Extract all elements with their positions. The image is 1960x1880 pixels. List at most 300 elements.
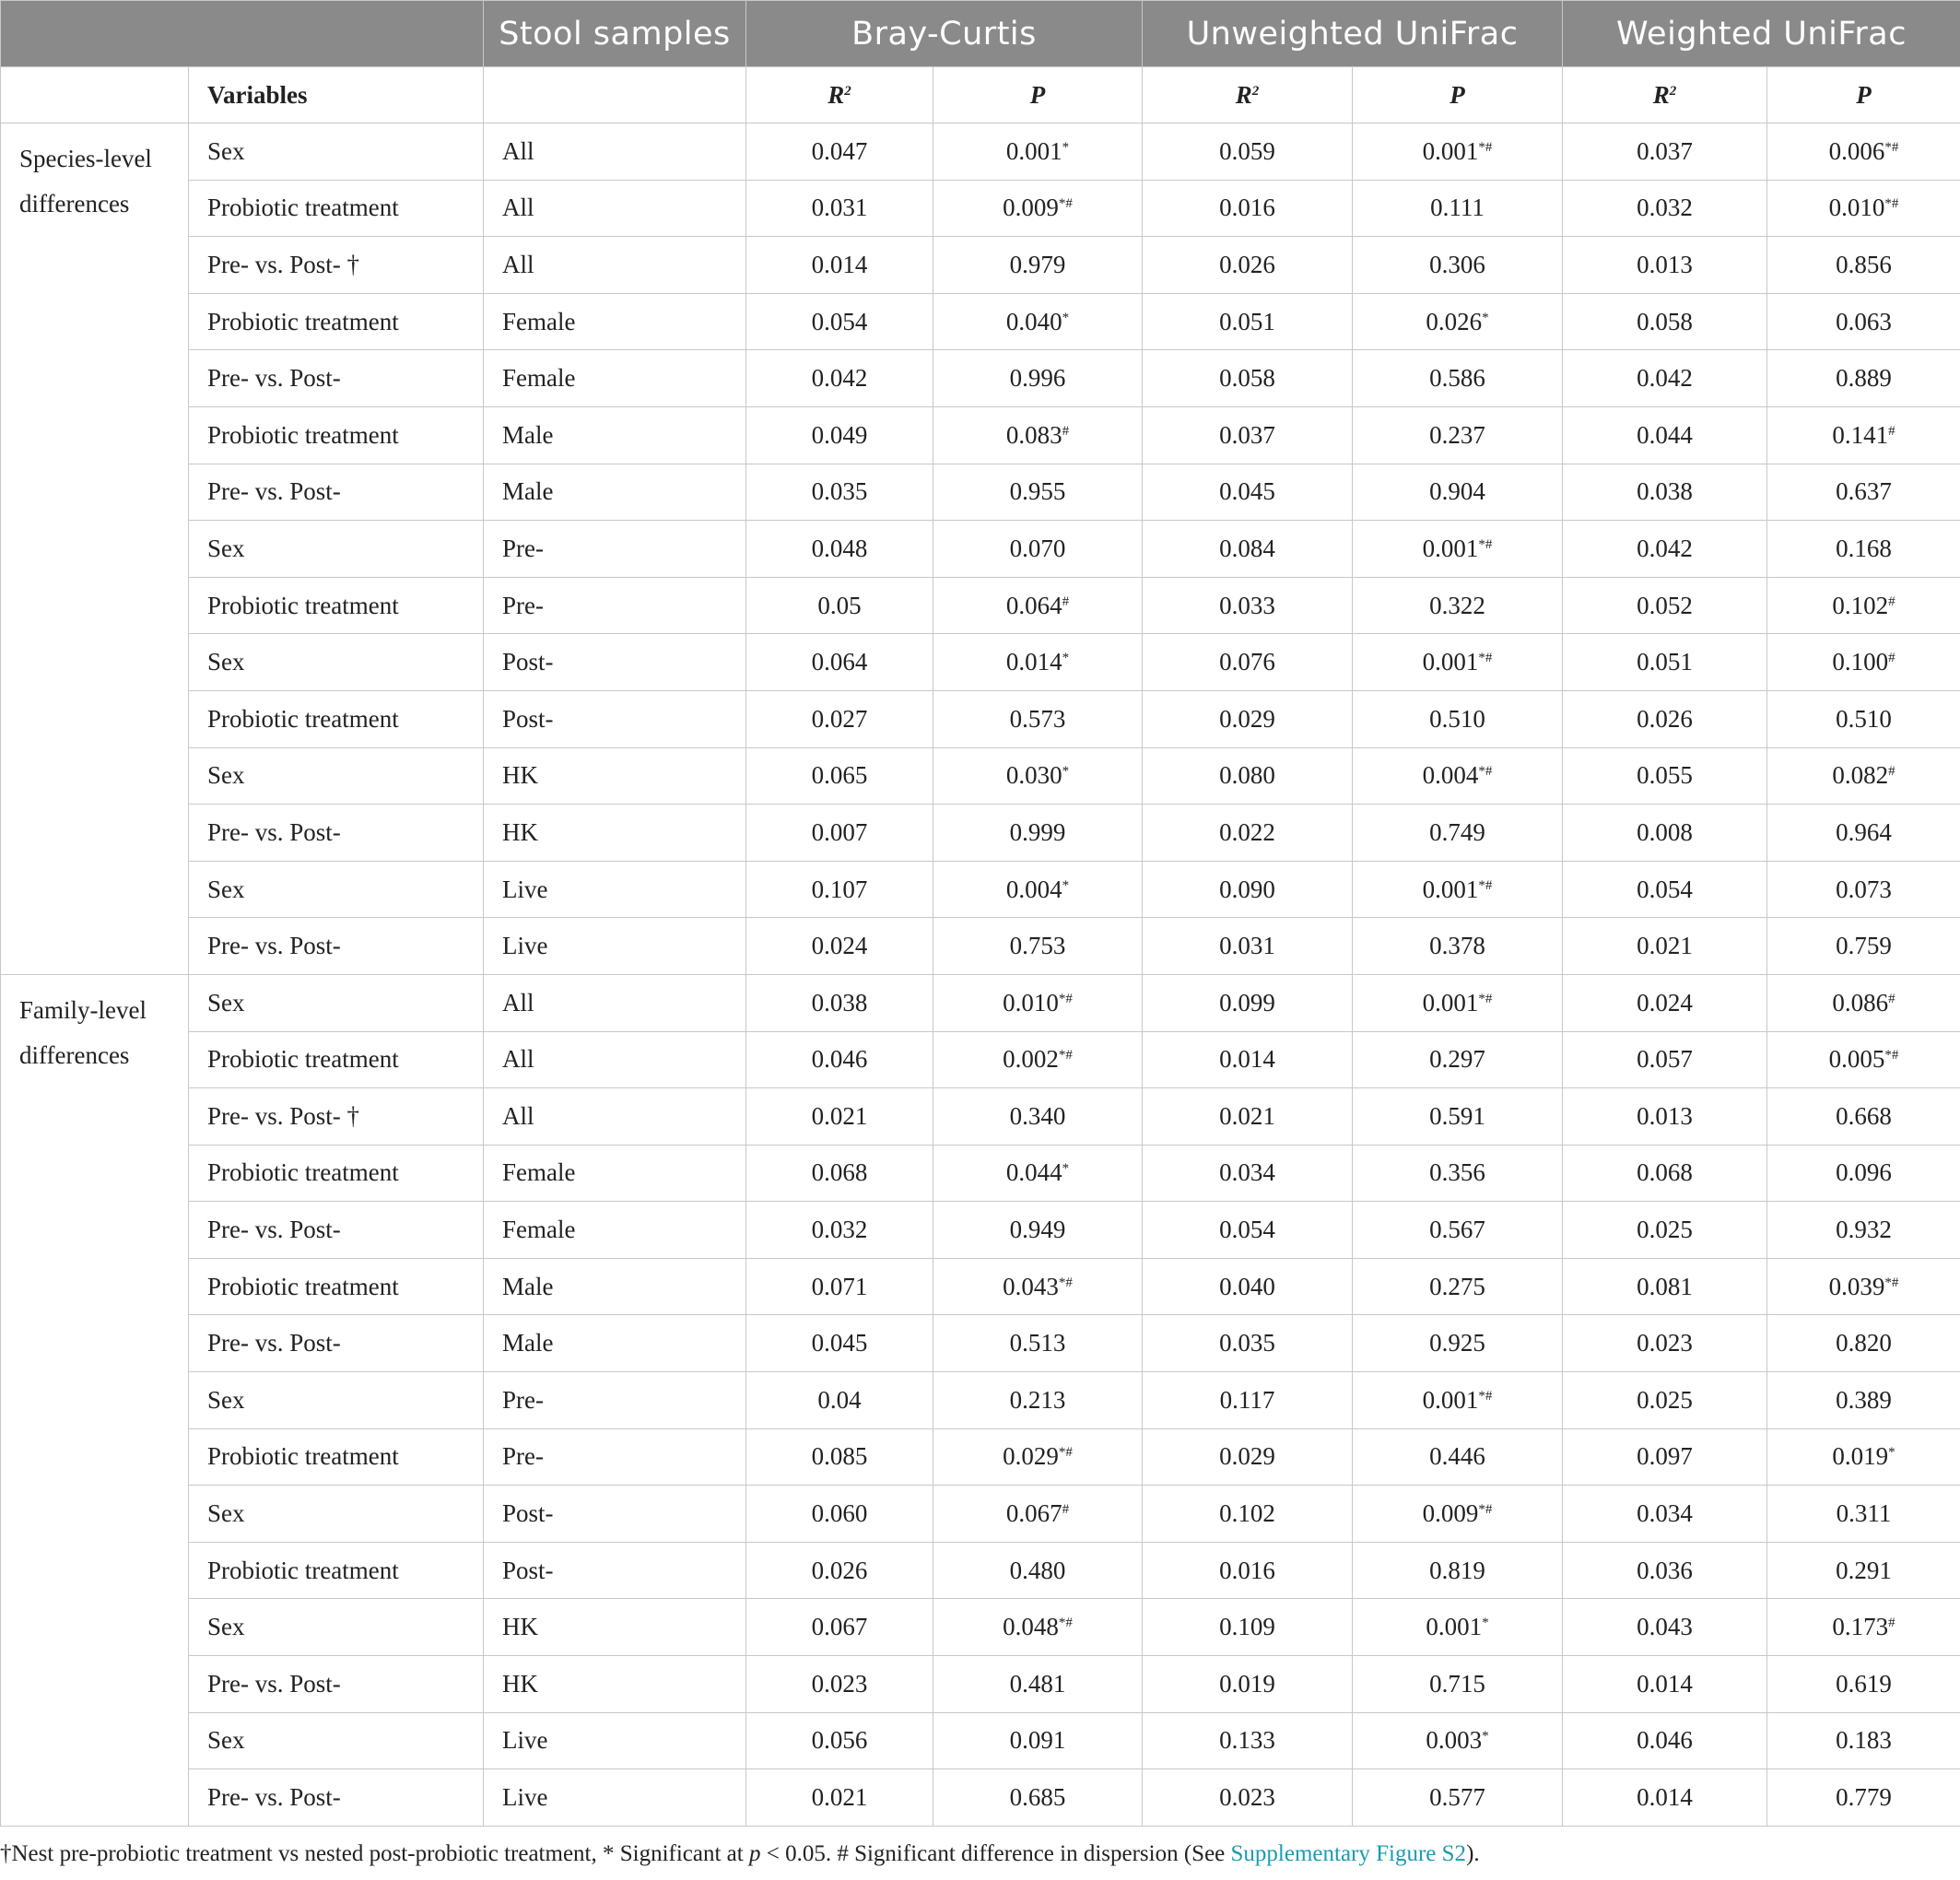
bray-curtis-p bbox=[933, 1315, 1143, 1372]
significance-mark: *# bbox=[1884, 196, 1899, 212]
significance-mark: *# bbox=[1478, 877, 1493, 893]
unweighted-unifrac-r2: 0.076 bbox=[1143, 634, 1353, 691]
table-row bbox=[1, 123, 1960, 181]
unweighted-unifrac-r2: 0.059 bbox=[1143, 123, 1353, 181]
table-row bbox=[1, 805, 1960, 862]
p-value: 0.102 bbox=[1832, 591, 1889, 619]
bray-curtis-p bbox=[933, 747, 1143, 805]
significance-mark: *# bbox=[1478, 139, 1493, 155]
p-value: 0.715 bbox=[1429, 1669, 1485, 1698]
weighted-unifrac-p bbox=[1767, 1599, 1960, 1656]
r2-symbol: R bbox=[1235, 80, 1252, 109]
weighted-unifrac-r2: 0.044 bbox=[1563, 406, 1767, 464]
p-value: 0.637 bbox=[1836, 477, 1892, 506]
weighted-unifrac-r2: 0.013 bbox=[1563, 1088, 1767, 1146]
sample-cell: HK bbox=[484, 1656, 746, 1713]
unweighted-unifrac-r2: 0.019 bbox=[1143, 1656, 1353, 1713]
bray-curtis-p bbox=[933, 1088, 1143, 1146]
p-value: 0.446 bbox=[1429, 1442, 1485, 1471]
bray-curtis-r2: 0.056 bbox=[746, 1712, 933, 1769]
bray-curtis-p bbox=[933, 861, 1143, 918]
subheader-uu-r2 bbox=[1143, 67, 1353, 123]
bray-curtis-r2: 0.05 bbox=[746, 577, 933, 634]
variable-cell: Sex bbox=[189, 1372, 484, 1429]
p-value: 0.378 bbox=[1429, 932, 1485, 960]
variable-cell: Pre- vs. Post- bbox=[189, 805, 484, 862]
variable-cell: Probiotic treatment bbox=[189, 1428, 484, 1486]
bray-curtis-p bbox=[933, 634, 1143, 691]
p-value: 0.029 bbox=[1003, 1442, 1059, 1471]
p-value: 0.567 bbox=[1429, 1216, 1485, 1244]
unweighted-unifrac-r2: 0.016 bbox=[1143, 180, 1353, 237]
p-value: 0.001 bbox=[1422, 648, 1479, 676]
unweighted-unifrac-r2: 0.045 bbox=[1143, 464, 1353, 521]
bray-curtis-r2: 0.026 bbox=[746, 1542, 933, 1599]
table-row bbox=[1, 1599, 1960, 1656]
weighted-unifrac-r2: 0.032 bbox=[1563, 180, 1767, 237]
variable-cell: Pre- vs. Post- bbox=[189, 1769, 484, 1827]
table-row bbox=[1, 1486, 1960, 1543]
weighted-unifrac-p bbox=[1767, 1486, 1960, 1543]
p-value: 0.040 bbox=[1005, 307, 1062, 335]
significance-mark: * bbox=[1062, 1161, 1070, 1177]
sample-cell: All bbox=[484, 1031, 746, 1088]
r2-exponent: 2 bbox=[1251, 83, 1260, 99]
unweighted-unifrac-p bbox=[1353, 1145, 1563, 1202]
p-value: 0.573 bbox=[1009, 704, 1066, 733]
p-value: 0.999 bbox=[1009, 817, 1066, 846]
weighted-unifrac-r2: 0.026 bbox=[1563, 690, 1767, 747]
weighted-unifrac-p bbox=[1767, 861, 1960, 918]
bray-curtis-p bbox=[933, 1372, 1143, 1429]
unweighted-unifrac-p bbox=[1353, 634, 1563, 691]
p-value: 0.820 bbox=[1836, 1329, 1892, 1357]
bray-curtis-p bbox=[933, 237, 1143, 294]
unweighted-unifrac-p bbox=[1353, 1088, 1563, 1146]
bray-curtis-p bbox=[933, 406, 1143, 464]
weighted-unifrac-r2: 0.057 bbox=[1563, 1031, 1767, 1088]
unweighted-unifrac-p bbox=[1353, 1428, 1563, 1486]
sample-cell: All bbox=[484, 180, 746, 237]
weighted-unifrac-r2: 0.024 bbox=[1563, 974, 1767, 1031]
p-value: 0.480 bbox=[1009, 1556, 1066, 1584]
sample-cell: Male bbox=[484, 1258, 746, 1315]
weighted-unifrac-r2: 0.038 bbox=[1563, 464, 1767, 521]
p-value: 0.168 bbox=[1836, 534, 1892, 562]
sample-cell: All bbox=[484, 974, 746, 1031]
significance-mark: * bbox=[1482, 310, 1489, 325]
unweighted-unifrac-p bbox=[1353, 1202, 1563, 1259]
significance-mark: *# bbox=[1058, 991, 1073, 1006]
p-value: 0.932 bbox=[1836, 1216, 1892, 1244]
variable-cell: Probiotic treatment bbox=[189, 293, 484, 350]
weighted-unifrac-p bbox=[1767, 690, 1960, 747]
sample-cell: HK bbox=[484, 805, 746, 862]
table-row bbox=[1, 521, 1960, 578]
p-value: 0.048 bbox=[1003, 1613, 1059, 1641]
unweighted-unifrac-p bbox=[1353, 805, 1563, 862]
unweighted-unifrac-p bbox=[1353, 1372, 1563, 1429]
weighted-unifrac-p bbox=[1767, 1258, 1960, 1315]
weighted-unifrac-r2: 0.043 bbox=[1563, 1599, 1767, 1656]
footnote-text-3: ). bbox=[1466, 1841, 1480, 1866]
significance-mark: *# bbox=[1884, 1275, 1899, 1290]
weighted-unifrac-r2: 0.008 bbox=[1563, 805, 1767, 862]
weighted-unifrac-p bbox=[1767, 747, 1960, 805]
p-value: 0.481 bbox=[1009, 1669, 1066, 1698]
subheader-blank bbox=[1, 67, 189, 123]
unweighted-unifrac-p bbox=[1353, 974, 1563, 1031]
unweighted-unifrac-p bbox=[1353, 180, 1563, 237]
p-value: 0.014 bbox=[1005, 648, 1062, 676]
bray-curtis-r2: 0.021 bbox=[746, 1769, 933, 1827]
unweighted-unifrac-r2: 0.026 bbox=[1143, 237, 1353, 294]
sample-cell: HK bbox=[484, 1599, 746, 1656]
significance-mark: *# bbox=[1884, 1048, 1899, 1063]
significance-mark: *# bbox=[1478, 651, 1493, 666]
significance-mark: *# bbox=[1058, 1445, 1073, 1461]
footnote-text-2: < 0.05. # Significant difference in dispersion (See bbox=[760, 1841, 1231, 1866]
p-value: 0.002 bbox=[1003, 1045, 1059, 1074]
weighted-unifrac-p bbox=[1767, 293, 1960, 350]
bray-curtis-r2: 0.045 bbox=[746, 1315, 933, 1372]
p-value: 0.044 bbox=[1005, 1158, 1062, 1187]
weighted-unifrac-r2: 0.054 bbox=[1563, 861, 1767, 918]
bray-curtis-r2: 0.107 bbox=[746, 861, 933, 918]
significance-mark: *# bbox=[1058, 196, 1073, 212]
unweighted-unifrac-p bbox=[1353, 1656, 1563, 1713]
variable-cell: Sex bbox=[189, 1486, 484, 1543]
bray-curtis-p bbox=[933, 1769, 1143, 1827]
weighted-unifrac-r2: 0.081 bbox=[1563, 1258, 1767, 1315]
weighted-unifrac-p bbox=[1767, 237, 1960, 294]
sample-cell: Male bbox=[484, 406, 746, 464]
table-row bbox=[1, 1202, 1960, 1259]
unweighted-unifrac-p bbox=[1353, 1712, 1563, 1769]
p-value: 0.005 bbox=[1828, 1045, 1885, 1074]
table-row bbox=[1, 690, 1960, 747]
header-blank bbox=[1, 1, 484, 67]
sample-cell: Pre- bbox=[484, 1428, 746, 1486]
sample-cell: Male bbox=[484, 1315, 746, 1372]
variable-cell: Probiotic treatment bbox=[189, 1542, 484, 1599]
p-value: 0.073 bbox=[1836, 875, 1892, 903]
table-row bbox=[1, 747, 1960, 805]
bray-curtis-p bbox=[933, 1542, 1143, 1599]
variable-cell: Sex bbox=[189, 123, 484, 181]
table-row bbox=[1, 577, 1960, 634]
p-value: 0.043 bbox=[1003, 1272, 1059, 1300]
sample-cell: Post- bbox=[484, 1486, 746, 1543]
table-row bbox=[1, 1372, 1960, 1429]
p-value: 0.213 bbox=[1009, 1385, 1066, 1414]
table-row bbox=[1, 861, 1960, 918]
p-value: 0.009 bbox=[1003, 194, 1059, 222]
p-value: 0.306 bbox=[1429, 250, 1485, 278]
subheader-row bbox=[1, 67, 1960, 123]
unweighted-unifrac-p bbox=[1353, 464, 1563, 521]
significance-mark: * bbox=[1062, 651, 1070, 666]
p-value: 0.010 bbox=[1003, 988, 1059, 1016]
p-value: 0.749 bbox=[1429, 817, 1485, 846]
bray-curtis-r2: 0.067 bbox=[746, 1599, 933, 1656]
table-row bbox=[1, 293, 1960, 350]
p-value: 0.009 bbox=[1422, 1499, 1479, 1528]
p-value: 0.067 bbox=[1005, 1499, 1062, 1528]
weighted-unifrac-r2: 0.025 bbox=[1563, 1202, 1767, 1259]
table-row bbox=[1, 918, 1960, 975]
unweighted-unifrac-p bbox=[1353, 1769, 1563, 1827]
p-value: 0.964 bbox=[1836, 817, 1892, 846]
significance-mark: * bbox=[1482, 1729, 1489, 1745]
sample-cell: Live bbox=[484, 1712, 746, 1769]
significance-mark: * bbox=[1062, 139, 1070, 155]
p-value: 0.685 bbox=[1009, 1783, 1066, 1812]
sample-cell: Male bbox=[484, 464, 746, 521]
bray-curtis-r2: 0.042 bbox=[746, 350, 933, 407]
bray-curtis-p bbox=[933, 577, 1143, 634]
significance-mark: # bbox=[1888, 593, 1895, 609]
p-value: 0.275 bbox=[1429, 1272, 1485, 1300]
p-value: 0.856 bbox=[1836, 250, 1892, 278]
p-value: 0.979 bbox=[1009, 250, 1066, 278]
unweighted-unifrac-p bbox=[1353, 1031, 1563, 1088]
p-value: 0.510 bbox=[1429, 704, 1485, 733]
significance-mark: # bbox=[1062, 1502, 1070, 1518]
weighted-unifrac-r2: 0.036 bbox=[1563, 1542, 1767, 1599]
variable-cell: Pre- vs. Post- bbox=[189, 350, 484, 407]
variable-cell: Sex bbox=[189, 521, 484, 578]
p-value: 0.064 bbox=[1005, 591, 1062, 619]
bray-curtis-r2: 0.048 bbox=[746, 521, 933, 578]
p-value: 0.001 bbox=[1422, 875, 1479, 903]
sample-cell: HK bbox=[484, 747, 746, 805]
significance-mark: *# bbox=[1478, 991, 1493, 1006]
unweighted-unifrac-r2: 0.034 bbox=[1143, 1145, 1353, 1202]
p-value: 0.001 bbox=[1426, 1613, 1483, 1641]
bray-curtis-p bbox=[933, 918, 1143, 975]
bray-curtis-r2: 0.046 bbox=[746, 1031, 933, 1088]
significance-mark: # bbox=[1888, 764, 1895, 780]
sample-cell: Female bbox=[484, 1202, 746, 1259]
bray-curtis-r2: 0.054 bbox=[746, 293, 933, 350]
unweighted-unifrac-p bbox=[1353, 521, 1563, 578]
unweighted-unifrac-p bbox=[1353, 237, 1563, 294]
unweighted-unifrac-r2: 0.029 bbox=[1143, 690, 1353, 747]
p-value: 0.356 bbox=[1429, 1158, 1485, 1187]
p-value: 0.004 bbox=[1422, 761, 1479, 790]
unweighted-unifrac-r2: 0.023 bbox=[1143, 1769, 1353, 1827]
table-row bbox=[1, 1712, 1960, 1769]
weighted-unifrac-p bbox=[1767, 974, 1960, 1031]
sample-cell: Post- bbox=[484, 1542, 746, 1599]
p-value: 0.586 bbox=[1429, 364, 1485, 393]
unweighted-unifrac-p bbox=[1353, 918, 1563, 975]
unweighted-unifrac-r2: 0.016 bbox=[1143, 1542, 1353, 1599]
significance-mark: *# bbox=[1478, 764, 1493, 780]
variable-cell: Probiotic treatment bbox=[189, 1031, 484, 1088]
sample-cell: Post- bbox=[484, 690, 746, 747]
p-value: 0.086 bbox=[1832, 988, 1889, 1016]
unweighted-unifrac-r2: 0.037 bbox=[1143, 406, 1353, 464]
table-row bbox=[1, 1428, 1960, 1486]
table-row bbox=[1, 237, 1960, 294]
sample-cell: Live bbox=[484, 1769, 746, 1827]
sample-cell: Pre- bbox=[484, 1372, 746, 1429]
unweighted-unifrac-p bbox=[1353, 123, 1563, 181]
p-value: 0.091 bbox=[1009, 1726, 1066, 1755]
unweighted-unifrac-p bbox=[1353, 1315, 1563, 1372]
weighted-unifrac-p bbox=[1767, 1315, 1960, 1372]
weighted-unifrac-r2: 0.025 bbox=[1563, 1372, 1767, 1429]
bray-curtis-r2: 0.038 bbox=[746, 974, 933, 1031]
bray-curtis-r2: 0.04 bbox=[746, 1372, 933, 1429]
p-value: 0.753 bbox=[1009, 932, 1066, 960]
supplementary-figure-link[interactable]: Supplementary Figure S2 bbox=[1230, 1841, 1467, 1866]
table-row bbox=[1, 974, 1960, 1031]
r2-exponent: 2 bbox=[844, 83, 851, 99]
variable-cell: Sex bbox=[189, 861, 484, 918]
unweighted-unifrac-p bbox=[1353, 690, 1563, 747]
bray-curtis-p bbox=[933, 1486, 1143, 1543]
table-row bbox=[1, 1031, 1960, 1088]
subheader-variables: Variables bbox=[189, 67, 484, 123]
group-label: Species-level differences bbox=[1, 123, 189, 975]
bray-curtis-p bbox=[933, 180, 1143, 237]
variable-cell: Pre- vs. Post- bbox=[189, 1315, 484, 1372]
p-value: 0.819 bbox=[1429, 1556, 1485, 1584]
p-value: 0.577 bbox=[1429, 1783, 1485, 1812]
variable-cell: Pre- vs. Post- bbox=[189, 918, 484, 975]
significance-mark: *# bbox=[1478, 1502, 1493, 1518]
variable-cell: Probiotic treatment bbox=[189, 1258, 484, 1315]
weighted-unifrac-p bbox=[1767, 1428, 1960, 1486]
table-row bbox=[1, 464, 1960, 521]
variable-cell: Probiotic treatment bbox=[189, 406, 484, 464]
p-value: 0.082 bbox=[1832, 761, 1889, 790]
sample-cell: All bbox=[484, 1088, 746, 1146]
unweighted-unifrac-p bbox=[1353, 406, 1563, 464]
significance-mark: * bbox=[1062, 877, 1070, 893]
weighted-unifrac-p bbox=[1767, 634, 1960, 691]
weighted-unifrac-p bbox=[1767, 1372, 1960, 1429]
p-value: 0.925 bbox=[1429, 1329, 1485, 1357]
p-value: 0.779 bbox=[1836, 1783, 1892, 1812]
variable-cell: Pre- vs. Post- bbox=[189, 464, 484, 521]
p-value: 0.668 bbox=[1836, 1101, 1892, 1130]
p-value: 0.322 bbox=[1429, 591, 1485, 619]
bray-curtis-r2: 0.064 bbox=[746, 634, 933, 691]
bray-curtis-r2: 0.071 bbox=[746, 1258, 933, 1315]
subheader-bc-r2 bbox=[746, 67, 933, 123]
weighted-unifrac-p bbox=[1767, 805, 1960, 862]
p-value: 0.591 bbox=[1429, 1101, 1485, 1130]
table-row bbox=[1, 1542, 1960, 1599]
unweighted-unifrac-r2: 0.051 bbox=[1143, 293, 1353, 350]
subheader-uu-p: P bbox=[1353, 67, 1563, 123]
bray-curtis-p bbox=[933, 1202, 1143, 1259]
subheader-wu-p: P bbox=[1767, 67, 1960, 123]
header-weighted-unifrac: Weighted UniFrac bbox=[1563, 1, 1960, 67]
p-value: 0.759 bbox=[1836, 932, 1892, 960]
bray-curtis-r2: 0.085 bbox=[746, 1428, 933, 1486]
table-row bbox=[1, 1315, 1960, 1372]
weighted-unifrac-p bbox=[1767, 1542, 1960, 1599]
p-value: 0.996 bbox=[1009, 364, 1066, 393]
significance-mark: # bbox=[1888, 651, 1895, 666]
bray-curtis-p bbox=[933, 1031, 1143, 1088]
subheader-samples-blank bbox=[484, 67, 746, 123]
weighted-unifrac-p bbox=[1767, 1202, 1960, 1259]
weighted-unifrac-r2: 0.037 bbox=[1563, 123, 1767, 181]
unweighted-unifrac-r2: 0.014 bbox=[1143, 1031, 1353, 1088]
table-body bbox=[1, 123, 1960, 1827]
bray-curtis-r2: 0.049 bbox=[746, 406, 933, 464]
header-bray-curtis: Bray-Curtis bbox=[746, 1, 1143, 67]
significance-mark: * bbox=[1062, 764, 1070, 780]
variable-cell: Pre- vs. Post- bbox=[189, 1202, 484, 1259]
weighted-unifrac-p bbox=[1767, 1712, 1960, 1769]
variable-cell: Sex bbox=[189, 1599, 484, 1656]
header-unweighted-unifrac: Unweighted UniFrac bbox=[1143, 1, 1563, 67]
bray-curtis-r2: 0.065 bbox=[746, 747, 933, 805]
p-value: 0.237 bbox=[1429, 420, 1485, 449]
bray-curtis-p bbox=[933, 123, 1143, 181]
significance-mark: *# bbox=[1884, 139, 1899, 155]
weighted-unifrac-r2: 0.042 bbox=[1563, 521, 1767, 578]
weighted-unifrac-p bbox=[1767, 464, 1960, 521]
p-value: 0.026 bbox=[1426, 307, 1483, 335]
weighted-unifrac-r2: 0.058 bbox=[1563, 293, 1767, 350]
p-value: 0.003 bbox=[1426, 1726, 1483, 1755]
unweighted-unifrac-r2: 0.117 bbox=[1143, 1372, 1353, 1429]
weighted-unifrac-r2: 0.042 bbox=[1563, 350, 1767, 407]
weighted-unifrac-p bbox=[1767, 521, 1960, 578]
p-value: 0.389 bbox=[1836, 1385, 1892, 1414]
p-value: 0.001 bbox=[1422, 534, 1479, 562]
p-value: 0.173 bbox=[1832, 1613, 1889, 1641]
bray-curtis-p bbox=[933, 1145, 1143, 1202]
p-value: 0.001 bbox=[1422, 1385, 1479, 1414]
table-row bbox=[1, 634, 1960, 691]
unweighted-unifrac-p bbox=[1353, 1599, 1563, 1656]
p-value: 0.006 bbox=[1828, 136, 1885, 165]
significance-mark: # bbox=[1062, 593, 1070, 609]
bray-curtis-p bbox=[933, 690, 1143, 747]
bray-curtis-p bbox=[933, 293, 1143, 350]
sample-cell: Female bbox=[484, 293, 746, 350]
weighted-unifrac-p bbox=[1767, 350, 1960, 407]
table-row bbox=[1, 1258, 1960, 1315]
unweighted-unifrac-p bbox=[1353, 747, 1563, 805]
r2-symbol: R bbox=[827, 80, 845, 109]
bray-curtis-r2: 0.027 bbox=[746, 690, 933, 747]
bray-curtis-r2: 0.031 bbox=[746, 180, 933, 237]
p-value: 0.019 bbox=[1832, 1442, 1889, 1471]
variable-cell: Probiotic treatment bbox=[189, 690, 484, 747]
weighted-unifrac-p bbox=[1767, 1656, 1960, 1713]
unweighted-unifrac-r2: 0.054 bbox=[1143, 1202, 1353, 1259]
bray-curtis-r2: 0.007 bbox=[746, 805, 933, 862]
p-value: 0.889 bbox=[1836, 364, 1892, 393]
weighted-unifrac-r2: 0.013 bbox=[1563, 237, 1767, 294]
weighted-unifrac-p bbox=[1767, 577, 1960, 634]
bray-curtis-p bbox=[933, 521, 1143, 578]
unweighted-unifrac-r2: 0.035 bbox=[1143, 1315, 1353, 1372]
p-value: 0.083 bbox=[1005, 420, 1062, 449]
bray-curtis-p bbox=[933, 805, 1143, 862]
p-value: 0.291 bbox=[1836, 1556, 1892, 1584]
